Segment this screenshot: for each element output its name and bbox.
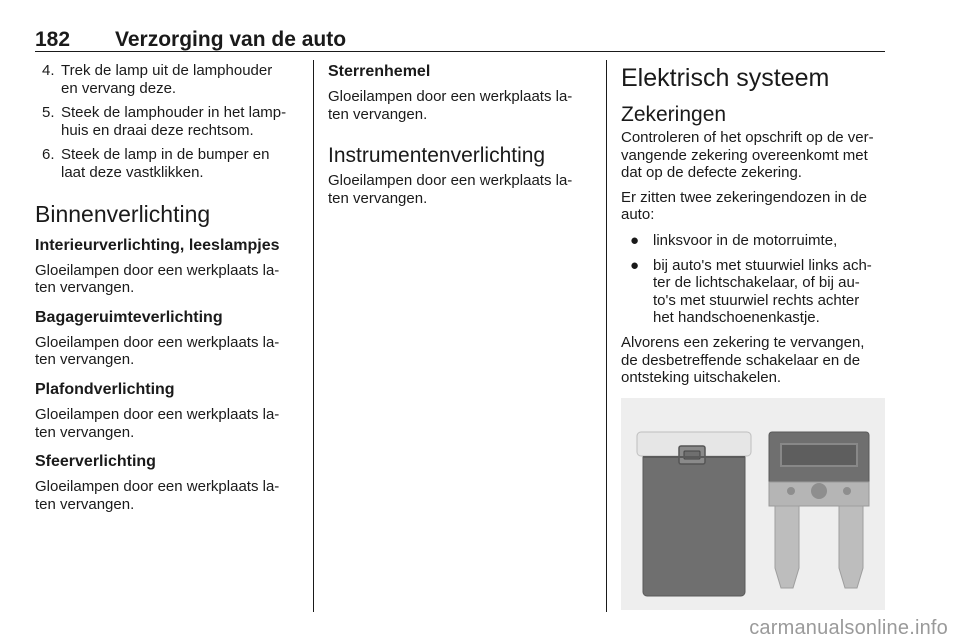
fuse-front-view-icon <box>769 432 869 588</box>
bullet-icon: ● <box>630 231 640 249</box>
paragraph: Alvorens een zekering te vervangen, de desbetreffende schakelaar en de ontsteking uitschakelen. <box>621 333 865 387</box>
paragraph: Gloeilampen door een werkplaats la- ten vervangen. <box>35 261 280 297</box>
list-item: ● bij auto's met stuurwiel links ach- ter de lichtschakelaar, of bij au- to's met stuurwiel rechts achter het handschoenenkastje. <box>630 256 872 327</box>
section-heading-binnenverlichting: Binnenverlichting <box>35 200 211 227</box>
right-column <box>621 62 887 387</box>
fuse-illustration-svg <box>621 398 885 610</box>
fuse-box-list <box>621 232 887 327</box>
subsection-heading: Bagageruimteverlichting <box>35 308 223 326</box>
page-title: Verzorging van de auto <box>115 28 347 51</box>
column-divider-right <box>606 60 607 612</box>
subsection-heading: Sterrenhemel <box>328 63 431 80</box>
fuse-illustration-icon <box>621 398 885 610</box>
paragraph: Controleren of het opschrift op de ver- vangende zekering overeenkomt met dat op de defecte zekering. <box>621 129 874 182</box>
fuse-side-view-icon <box>637 432 751 596</box>
page-header <box>35 28 885 52</box>
left-column <box>35 62 300 513</box>
header-divider <box>35 51 885 52</box>
page-number: 182 <box>35 28 71 51</box>
subsection-heading: Interieurverlichting, leeslampjes <box>35 236 280 254</box>
subsection-heading: Instrumentenverlichting <box>328 144 546 168</box>
paragraph: Gloeilampen door een werkplaats la- ten vervangen. <box>35 405 280 441</box>
step-item: 6. Steek de lamp in de bumper en laat deze vastklikken. <box>42 146 270 181</box>
paragraph: Gloeilampen door een werkplaats la- ten vervangen. <box>35 478 280 513</box>
watermark: carmanualsonline.info <box>749 617 948 639</box>
section-heading-elektrisch: Elektrisch systeem <box>621 64 830 92</box>
subsection-heading: Sfeerverlichting <box>35 453 156 471</box>
paragraph: Gloeilampen door een werkplaats la- ten vervangen. <box>328 88 573 123</box>
step-item: 5. Steek de lamphouder in het lamp- huis en draai deze rechtsom. <box>42 104 287 139</box>
subsection-heading: Plafondverlichting <box>35 380 175 398</box>
list-item: ● linksvoor in de motorruimte, <box>630 231 838 249</box>
paragraph: Gloeilampen door een werkplaats la- ten vervangen. <box>328 172 573 207</box>
bullet-icon: ● <box>630 256 640 274</box>
paragraph: Er zitten twee zekeringendozen in de auto: <box>621 188 867 224</box>
column-divider-left <box>313 60 314 612</box>
step-list <box>35 62 300 182</box>
step-item: 4. Trek de lamp uit de lamphouder en vervang deze. <box>42 62 273 97</box>
middle-column <box>328 62 590 207</box>
paragraph: Gloeilampen door een werkplaats la- ten vervangen. <box>35 333 280 369</box>
subsection-heading-zekeringen: Zekeringen <box>621 103 727 126</box>
